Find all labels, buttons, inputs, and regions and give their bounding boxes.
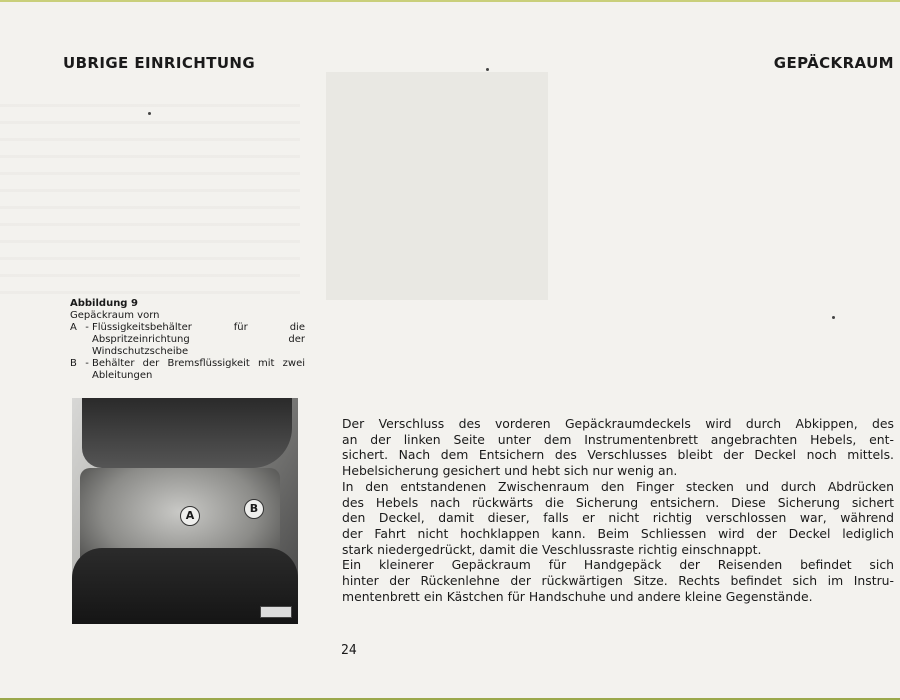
body-text-line: hinter der Rückenlehne der rückwärtigen Sitze. Rechts befindet sich im Instru- (342, 573, 894, 589)
caption-dash: - (85, 322, 89, 333)
caption-item-text: Behälter der Bremsflüssigkeit mit zwei Ableitungen (92, 358, 305, 381)
body-text-line: der Fahrt nicht hochklappen kann. Beim Schliessen wird der Deckel lediglich (342, 525, 894, 541)
bleed-through-text (0, 90, 300, 300)
bleed-through-image (326, 72, 548, 300)
caption-item-text: Flüssigkeitsbehälter für die Abspritzeinrichtung der Windschutzscheibe (92, 322, 305, 357)
caption-item-key: B (70, 358, 77, 369)
body-text-line: stark niedergedrückt, damit die Veschlussraste richtig einschnappt. (342, 541, 762, 557)
photo-label-a: A (180, 506, 200, 526)
body-text-line: Hebelsicherung gesichert und hebt sich nur wenig an. (342, 463, 678, 479)
luggage-compartment-photo (72, 398, 298, 624)
figure-subtitle: Gepäckraum vorn (70, 310, 160, 321)
body-text-line: an der linken Seite unter dem Instrumentenbrett angebrachten Hebels, ent- (342, 431, 894, 447)
print-speck (832, 316, 835, 319)
section-heading-left: UBRIGE EINRICHTUNG (63, 54, 256, 72)
photo-reference-stamp (260, 606, 292, 618)
body-text (342, 416, 894, 604)
body-text-line: des Hebels nach rückwärts die Sicherung entsichern. Diese Sicherung sichert (342, 494, 894, 510)
caption-item (70, 358, 305, 382)
photo-label-b: B (244, 499, 264, 519)
body-text-line: sichert. Nach dem Entsichern des Verschlusses bleibt der Deckel noch mittels. (342, 447, 894, 463)
caption-item (70, 322, 305, 358)
body-text-line: In den entstandenen Zwischenraum den Finger stecken und durch Abdrücken (342, 478, 894, 494)
body-text-line: Ein kleinerer Gepäckraum für Handgepäck der Reisenden befindet sich (342, 557, 894, 573)
section-heading-right: GEPÄCKRAUM (773, 54, 894, 72)
print-speck (486, 68, 489, 71)
body-text-line: Der Verschluss des vorderen Gepäckraumdeckels wird durch Abkippen, des (342, 416, 894, 431)
body-text-line: den Deckel, damit dieser, falls er nicht richtig verschlossen war, während (342, 510, 894, 526)
figure-caption (70, 298, 305, 382)
photo-hood-lid (82, 398, 292, 468)
caption-item-key: A (70, 322, 77, 333)
print-speck (148, 112, 151, 115)
page-number: 24 (341, 643, 357, 658)
caption-dash: - (85, 358, 89, 369)
figure-title: Abbildung 9 (70, 298, 138, 309)
body-text-line: mentenbrett ein Kästchen für Handschuhe und andere kleine Gegenstände. (342, 588, 813, 604)
